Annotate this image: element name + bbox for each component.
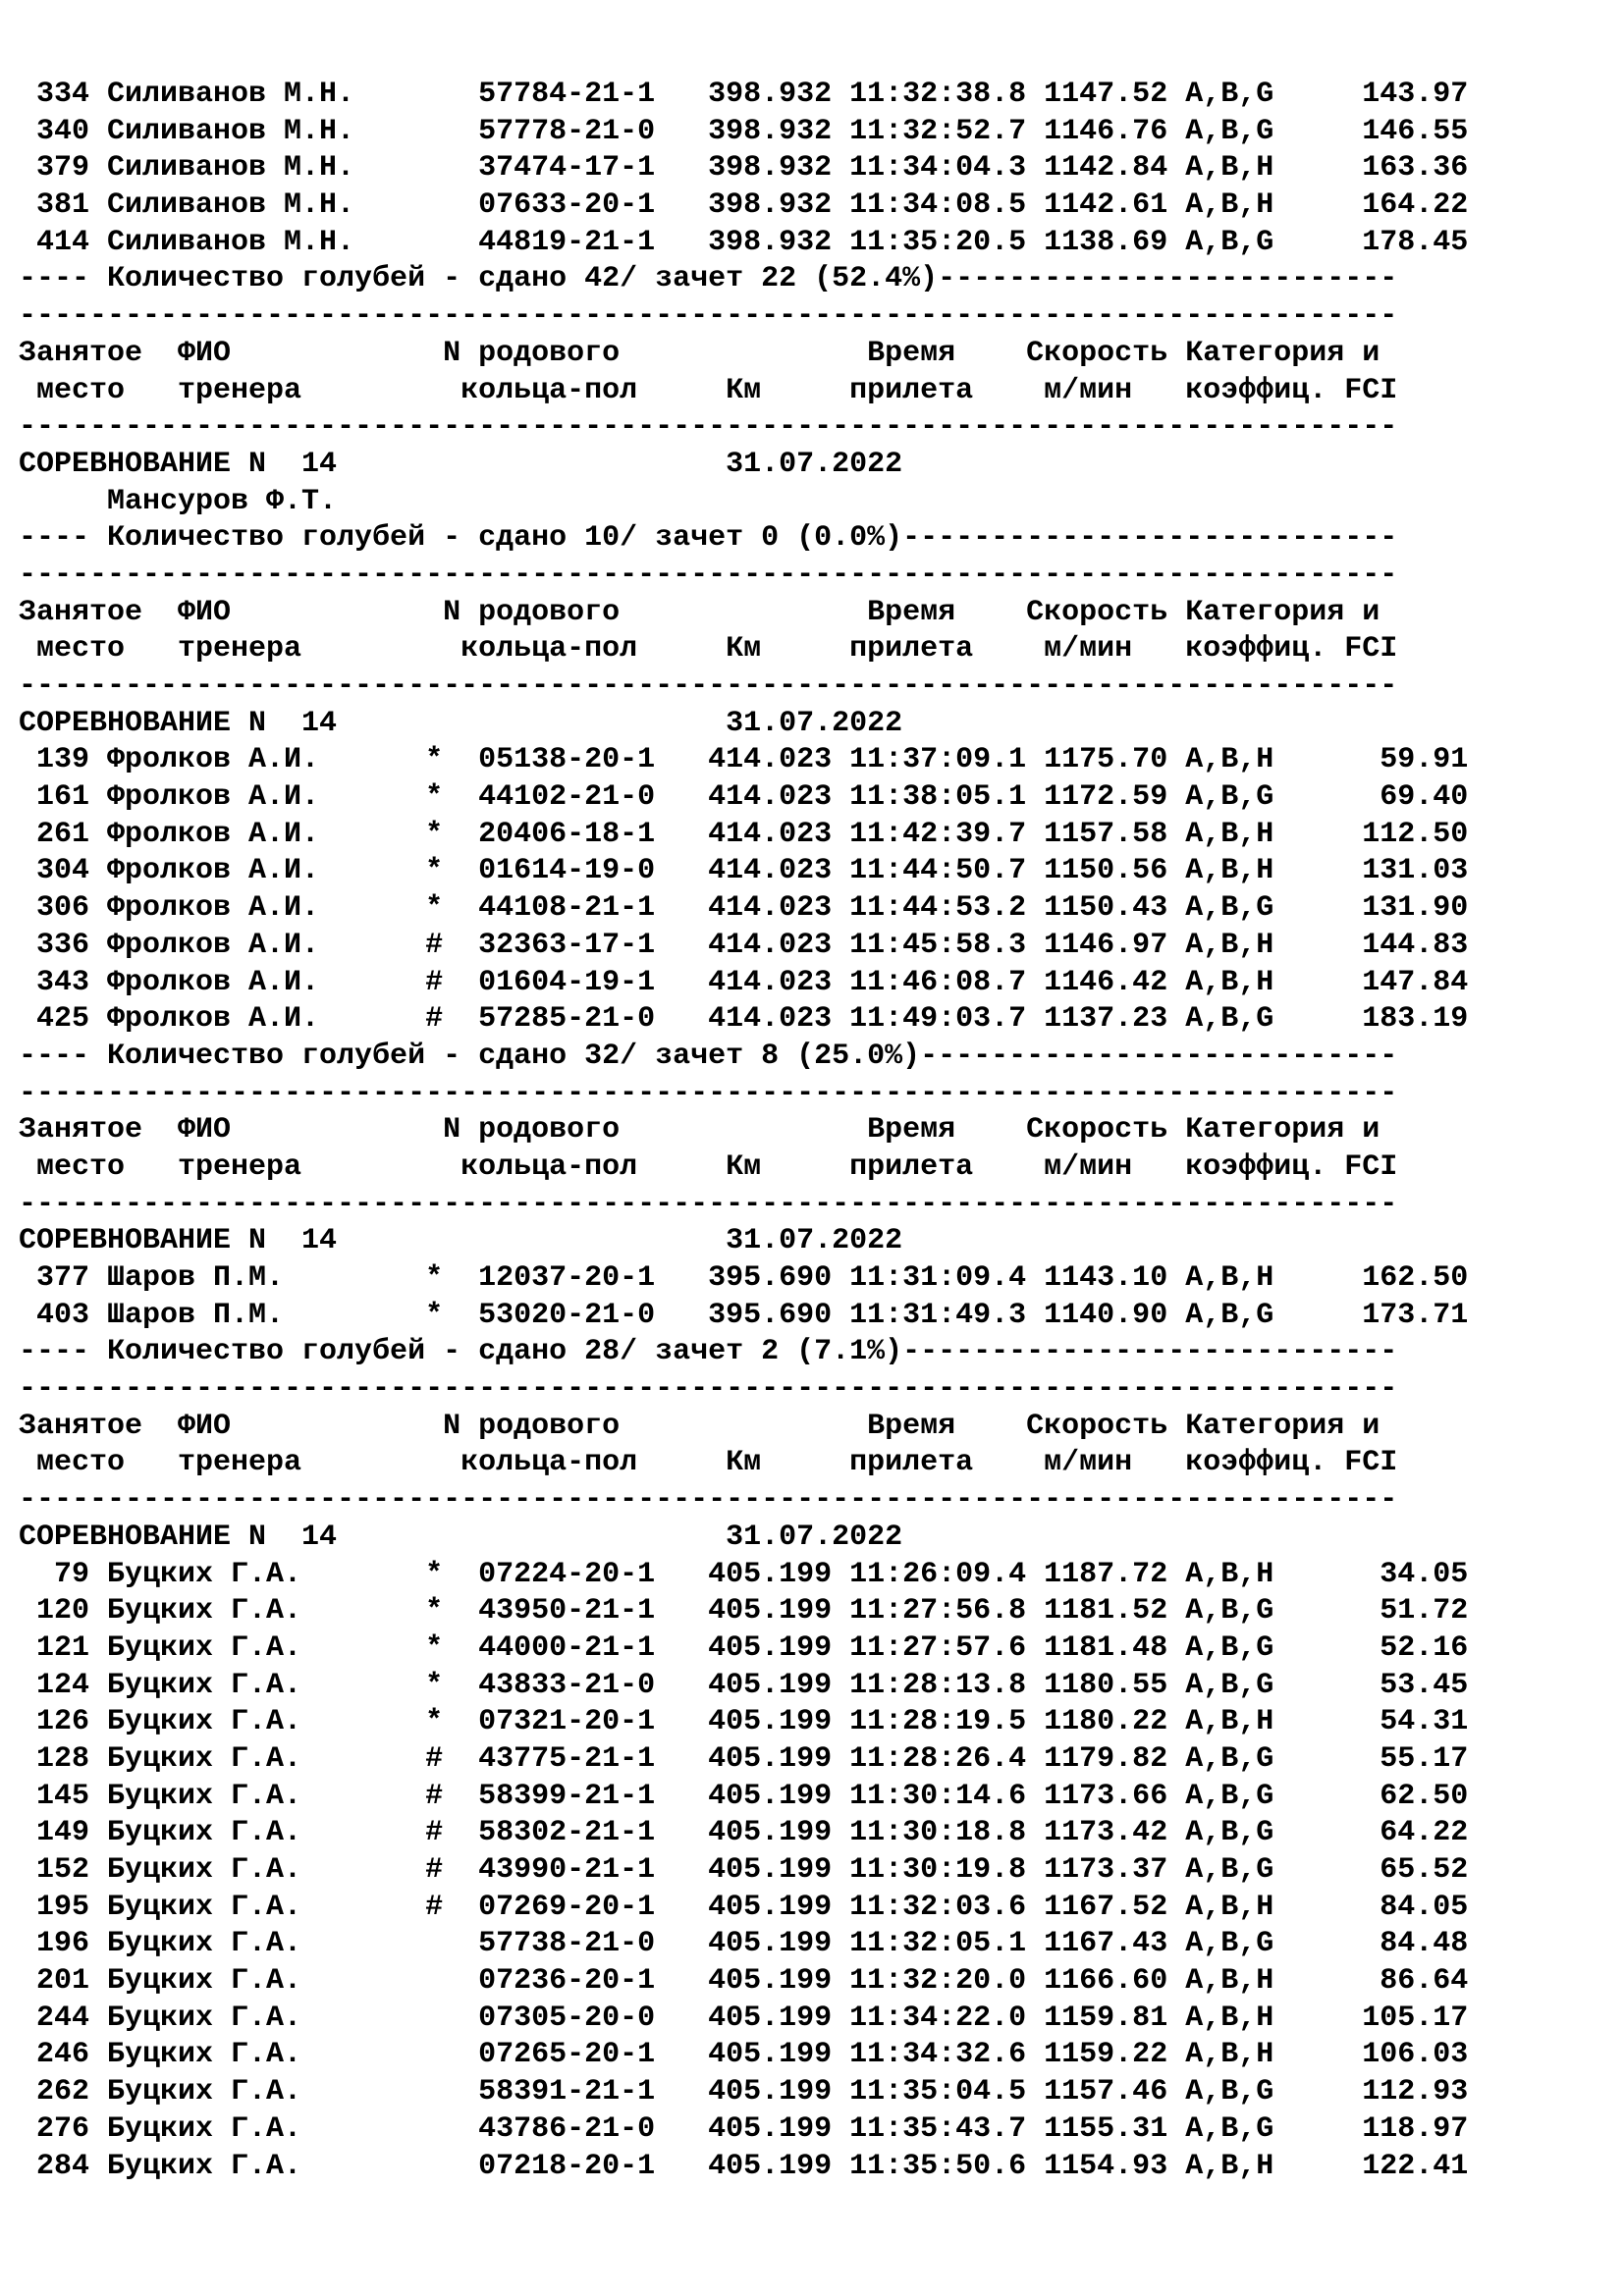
- trainer-line: Мансуров Ф.Т.: [19, 484, 338, 518]
- result-row: 139 Фролков А.И. * 05138-20-1 414.023 11:37:09.1 1175.70 A,B,H 59.91: [19, 743, 1469, 777]
- result-row: 340 Силиванов М.Н. 57778-21-0 398.932 11:32:52.7 1146.76 A,B,G 146.55: [19, 114, 1469, 148]
- summary-line: ---- Количество голубей - сдано 28/ зачет 2 (7.1%)----------------------------: [19, 1335, 1398, 1369]
- result-row: 381 Силиванов М.Н. 07633-20-1 398.932 11:34:08.5 1142.61 A,B,H 164.22: [19, 188, 1469, 223]
- result-row: 379 Силиванов М.Н. 37474-17-1 398.932 11:34:04.3 1142.84 A,B,H 163.36: [19, 151, 1469, 186]
- divider: ------------------------------------------------------------------------------: [19, 1483, 1398, 1518]
- column-header: место тренера кольца-пол Км прилета м/мин коэффиц. FCI: [19, 1446, 1398, 1480]
- divider: ------------------------------------------------------------------------------: [19, 299, 1398, 334]
- column-header: место тренера кольца-пол Км прилета м/мин коэффиц. FCI: [19, 632, 1398, 667]
- summary-line: ---- Количество голубей - сдано 32/ зачет 8 (25.0%)---------------------------: [19, 1039, 1398, 1073]
- result-row: 284 Буцких Г.А. 07218-20-1 405.199 11:35:50.6 1154.93 A,B,H 122.41: [19, 2149, 1469, 2183]
- result-row: 126 Буцких Г.А. * 07321-20-1 405.199 11:28:19.5 1180.22 A,B,H 54.31: [19, 1705, 1469, 1739]
- column-header: Занятое ФИО N родового Время Скорость Категория и: [19, 1113, 1380, 1148]
- results-document: [19, 77, 1468, 2185]
- competition-title: СОРЕВНОВАНИЕ N 14 31.07.2022: [19, 1520, 903, 1554]
- result-row: 276 Буцких Г.А. 43786-21-0 405.199 11:35:43.7 1155.31 A,B,G 118.97: [19, 2111, 1469, 2146]
- result-row: 336 Фролков А.И. # 32363-17-1 414.023 11:45:58.3 1146.97 A,B,H 144.83: [19, 928, 1469, 962]
- divider: ------------------------------------------------------------------------------: [19, 669, 1398, 703]
- divider: ------------------------------------------------------------------------------: [19, 410, 1398, 445]
- column-header: Занятое ФИО N родового Время Скорость Категория и: [19, 1409, 1380, 1443]
- competition-title: СОРЕВНОВАНИЕ N 14 31.07.2022: [19, 447, 903, 481]
- result-row: 343 Фролков А.И. # 01604-19-1 414.023 11:46:08.7 1146.42 A,B,H 147.84: [19, 965, 1469, 999]
- summary-line: ---- Количество голубей - сдано 10/ зачет 0 (0.0%)----------------------------: [19, 521, 1398, 556]
- result-row: 195 Буцких Г.А. # 07269-20-1 405.199 11:32:03.6 1167.52 A,B,H 84.05: [19, 1890, 1469, 1924]
- divider: ------------------------------------------------------------------------------: [19, 1372, 1398, 1407]
- result-row: 244 Буцких Г.А. 07305-20-0 405.199 11:34:22.0 1159.81 A,B,H 105.17: [19, 2001, 1469, 2035]
- result-row: 246 Буцких Г.А. 07265-20-1 405.199 11:34:32.6 1159.22 A,B,H 106.03: [19, 2038, 1469, 2072]
- result-row: 152 Буцких Г.А. # 43990-21-1 405.199 11:30:19.8 1173.37 A,B,G 65.52: [19, 1853, 1469, 1887]
- result-row: 414 Силиванов М.Н. 44819-21-1 398.932 11:35:20.5 1138.69 A,B,G 178.45: [19, 225, 1469, 259]
- result-row: 121 Буцких Г.А. * 44000-21-1 405.199 11:27:57.6 1181.48 A,B,G 52.16: [19, 1630, 1469, 1665]
- result-row: 145 Буцких Г.А. # 58399-21-1 405.199 11:30:14.6 1173.66 A,B,G 62.50: [19, 1779, 1469, 1813]
- result-row: 120 Буцких Г.А. * 43950-21-1 405.199 11:27:56.8 1181.52 A,B,G 51.72: [19, 1594, 1469, 1629]
- column-header: место тренера кольца-пол Км прилета м/мин коэффиц. FCI: [19, 373, 1398, 407]
- result-row: 261 Фролков А.И. * 20406-18-1 414.023 11:42:39.7 1157.58 A,B,H 112.50: [19, 817, 1469, 851]
- result-row: 403 Шаров П.М. * 53020-21-0 395.690 11:31:49.3 1140.90 A,B,G 173.71: [19, 1298, 1469, 1332]
- result-row: 79 Буцких Г.А. * 07224-20-1 405.199 11:26:09.4 1187.72 A,B,H 34.05: [19, 1557, 1469, 1591]
- result-row: 201 Буцких Г.А. 07236-20-1 405.199 11:32:20.0 1166.60 A,B,H 86.64: [19, 1964, 1469, 1999]
- result-row: 149 Буцких Г.А. # 58302-21-1 405.199 11:30:18.8 1173.42 A,B,G 64.22: [19, 1816, 1469, 1850]
- competition-title: СОРЕВНОВАНИЕ N 14 31.07.2022: [19, 1224, 903, 1258]
- summary-line: ---- Количество голубей - сдано 42/ зачет 22 (52.4%)--------------------------: [19, 262, 1398, 296]
- column-header: Занятое ФИО N родового Время Скорость Категория и: [19, 336, 1380, 370]
- column-header: Занятое ФИО N родового Время Скорость Категория и: [19, 595, 1380, 629]
- result-row: 425 Фролков А.И. # 57285-21-0 414.023 11:49:03.7 1137.23 A,B,G 183.19: [19, 1002, 1469, 1037]
- result-row: 306 Фролков А.И. * 44108-21-1 414.023 11:44:53.2 1150.43 A,B,G 131.90: [19, 891, 1469, 926]
- divider: ------------------------------------------------------------------------------: [19, 558, 1398, 592]
- result-row: 124 Буцких Г.А. * 43833-21-0 405.199 11:28:13.8 1180.55 A,B,G 53.45: [19, 1668, 1469, 1702]
- competition-title: СОРЕВНОВАНИЕ N 14 31.07.2022: [19, 706, 903, 740]
- result-row: 128 Буцких Г.А. # 43775-21-1 405.199 11:28:26.4 1179.82 A,B,G 55.17: [19, 1741, 1469, 1776]
- divider: ------------------------------------------------------------------------------: [19, 1076, 1398, 1110]
- column-header: место тренера кольца-пол Км прилета м/мин коэффиц. FCI: [19, 1149, 1398, 1184]
- result-row: 377 Шаров П.М. * 12037-20-1 395.690 11:31:09.4 1143.10 A,B,H 162.50: [19, 1261, 1469, 1295]
- divider: ------------------------------------------------------------------------------: [19, 1187, 1398, 1221]
- result-row: 334 Силиванов М.Н. 57784-21-1 398.932 11:32:38.8 1147.52 A,B,G 143.97: [19, 78, 1469, 111]
- result-row: 304 Фролков А.И. * 01614-19-0 414.023 11:44:50.7 1150.56 A,B,H 131.03: [19, 854, 1469, 888]
- result-row: 196 Буцких Г.А. 57738-21-0 405.199 11:32:05.1 1167.43 A,B,G 84.48: [19, 1927, 1469, 1961]
- result-row: 161 Фролков А.И. * 44102-21-0 414.023 11:38:05.1 1172.59 A,B,G 69.40: [19, 780, 1469, 815]
- result-row: 262 Буцких Г.А. 58391-21-1 405.199 11:35:04.5 1157.46 A,B,G 112.93: [19, 2075, 1469, 2109]
